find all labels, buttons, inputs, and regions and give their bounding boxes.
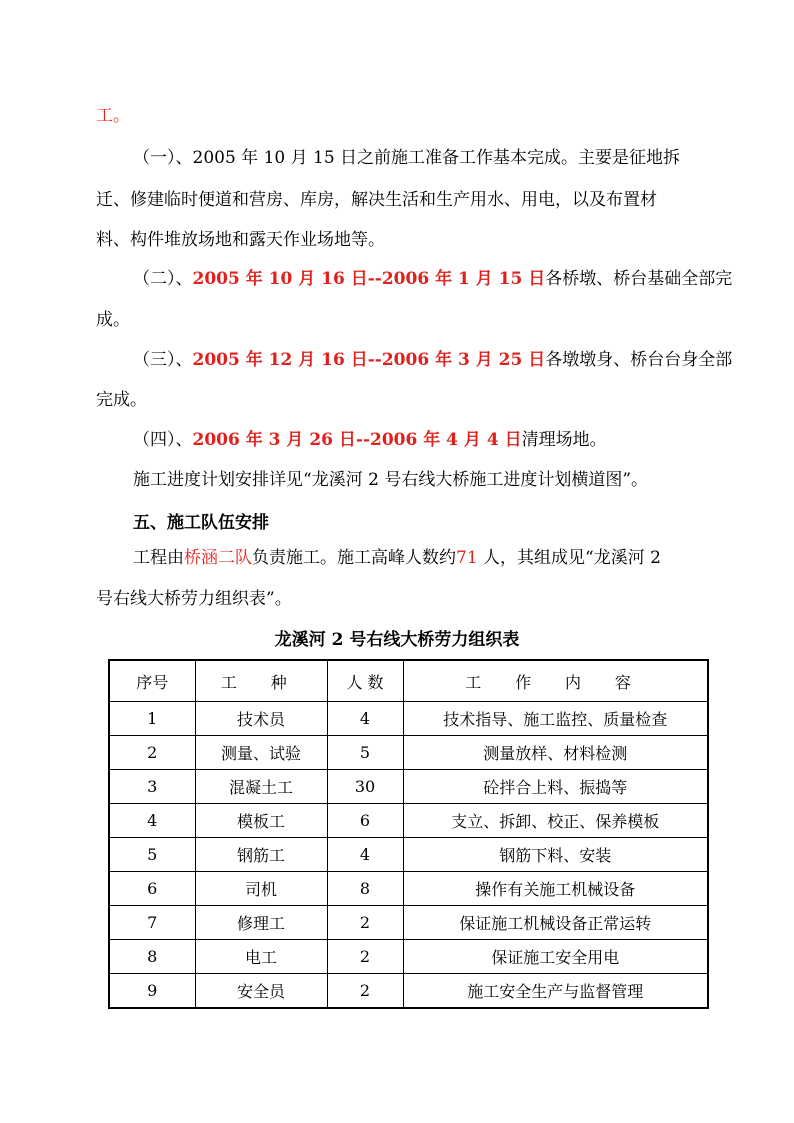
paragraph-2-suffix: 各桥墩、桥台基础全部完 <box>545 269 733 289</box>
cell-index: 2 <box>109 736 195 770</box>
paragraph-3-line-1 <box>133 348 732 372</box>
cell-headcount: 2 <box>327 940 403 974</box>
table-row <box>109 770 708 804</box>
cell-trade: 模板工 <box>195 804 327 838</box>
labor-organization-table <box>108 659 709 1009</box>
table-row <box>109 702 708 736</box>
cell-work-content: 测量放样、材料检测 <box>403 736 708 770</box>
table-row <box>109 872 708 906</box>
cell-trade: 司机 <box>195 872 327 906</box>
header-trade: 工 种 <box>195 660 327 702</box>
cell-trade: 修理工 <box>195 906 327 940</box>
paragraph-6-part-c: 人，其组成见“龙溪河 2 <box>477 548 661 568</box>
paragraph-3-prefix: （三）、 <box>133 350 193 370</box>
cell-headcount: 8 <box>327 872 403 906</box>
cell-index: 4 <box>109 804 195 838</box>
cell-headcount: 5 <box>327 736 403 770</box>
paragraph-4-line-1 <box>133 428 607 452</box>
table-row <box>109 804 708 838</box>
cell-index: 1 <box>109 702 195 736</box>
cell-trade: 安全员 <box>195 974 327 1009</box>
cell-index: 8 <box>109 940 195 974</box>
table-row <box>109 838 708 872</box>
paragraph-3-date-range: 2005 年 12 月 16 日--2006 年 3 月 25 日 <box>192 350 546 370</box>
paragraph-2-prefix: （二）、 <box>133 269 193 289</box>
paragraph-6-line-1 <box>133 546 661 570</box>
paragraph-2-line-2: 成。 <box>96 310 130 330</box>
cell-headcount: 4 <box>327 702 403 736</box>
table-row <box>109 736 708 770</box>
cell-trade: 钢筋工 <box>195 838 327 872</box>
paragraph-3-suffix: 各墩墩身、桥台台身全部 <box>545 350 733 370</box>
table-row <box>109 906 708 940</box>
paragraph-continuation: 工。 <box>96 106 130 126</box>
cell-work-content: 操作有关施工机械设备 <box>403 872 708 906</box>
paragraph-2-date-range: 2005 年 10 月 16 日--2006 年 1 月 15 日 <box>192 269 546 289</box>
cell-trade: 测量、试验 <box>195 736 327 770</box>
table-title: 龙溪河 2 号右线大桥劳力组织表 <box>274 630 520 650</box>
paragraph-1-line-2: 迁、修建临时便道和营房、库房，解决生活和生产用水、用电，以及布置材 <box>96 190 657 210</box>
paragraph-6-line-2: 号右线大桥劳力组织表”。 <box>96 589 292 609</box>
paragraph-3-line-2: 完成。 <box>96 390 147 410</box>
cell-headcount: 30 <box>327 770 403 804</box>
paragraph-5-line-1: 施工进度计划安排详见“龙溪河 2 号右线大桥施工进度计划横道图”。 <box>133 470 649 490</box>
cell-work-content: 施工安全生产与监督管理 <box>403 974 708 1009</box>
paragraph-6-part-b: 负责施工。施工高峰人数约 <box>252 548 456 568</box>
cell-headcount: 4 <box>327 838 403 872</box>
cell-work-content: 保证施工安全用电 <box>403 940 708 974</box>
paragraph-4-prefix: （四）、 <box>133 430 193 450</box>
header-work-content: 工 作 内 容 <box>403 660 708 702</box>
section-heading: 五、施工队伍安排 <box>133 513 269 533</box>
header-headcount: 人 数 <box>327 660 403 702</box>
paragraph-6-part-a: 工程由 <box>133 548 184 568</box>
cell-work-content: 支立、拆卸、校正、保养模板 <box>403 804 708 838</box>
cell-work-content: 钢筋下料、安装 <box>403 838 708 872</box>
cell-work-content: 保证施工机械设备正常运转 <box>403 906 708 940</box>
table-header-row <box>109 660 708 702</box>
cell-index: 5 <box>109 838 195 872</box>
cell-trade: 电工 <box>195 940 327 974</box>
paragraph-2-line-1 <box>133 267 732 291</box>
paragraph-4-date-range: 2006 年 3 月 26 日--2006 年 4 月 4 日 <box>192 430 522 450</box>
table-row <box>109 974 708 1009</box>
cell-work-content: 砼拌合上料、振捣等 <box>403 770 708 804</box>
paragraph-1-line-3: 料、构件堆放场地和露天作业场地等。 <box>96 230 385 250</box>
cell-work-content: 技术指导、施工监控、质量检查 <box>403 702 708 736</box>
header-index: 序号 <box>109 660 195 702</box>
table-row <box>109 940 708 974</box>
cell-headcount: 6 <box>327 804 403 838</box>
cell-headcount: 2 <box>327 974 403 1009</box>
cell-index: 9 <box>109 974 195 1009</box>
cell-index: 7 <box>109 906 195 940</box>
cell-index: 3 <box>109 770 195 804</box>
paragraph-1-line-1: （一）、2005 年 10 月 15 日之前施工准备工作基本完成。主要是征地拆 <box>133 148 681 168</box>
cell-trade: 混凝土工 <box>195 770 327 804</box>
paragraph-4-suffix: 清理场地。 <box>521 430 607 450</box>
paragraph-6-peak-count: 71 <box>456 548 478 568</box>
cell-index: 6 <box>109 872 195 906</box>
cell-headcount: 2 <box>327 906 403 940</box>
cell-trade: 技术员 <box>195 702 327 736</box>
paragraph-6-team-name: 桥涵二队 <box>184 548 252 568</box>
